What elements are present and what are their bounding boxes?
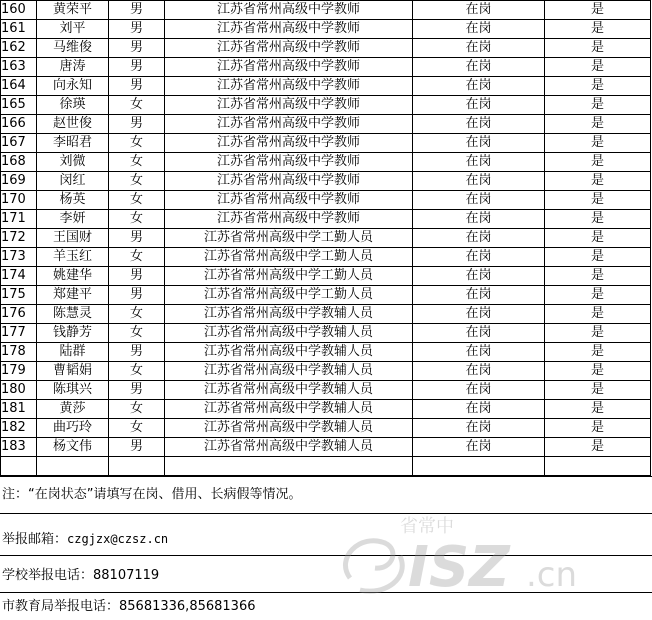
- row-number-cell: 164: [1, 77, 37, 96]
- table-row: [1, 229, 651, 248]
- gender-cell: 女: [109, 248, 165, 267]
- gender-cell: 女: [109, 400, 165, 419]
- gender-cell: 女: [109, 419, 165, 438]
- row-number-cell: 160: [1, 1, 37, 20]
- gender-cell: 女: [109, 324, 165, 343]
- gender-cell: 男: [109, 1, 165, 20]
- name-cell: 郑建平: [37, 286, 109, 305]
- status-cell: 在岗: [413, 20, 545, 39]
- row-number-cell: 180: [1, 381, 37, 400]
- table-row: [1, 381, 651, 400]
- position-cell: 江苏省常州高级中学教师: [165, 1, 413, 20]
- status-cell: 在岗: [413, 96, 545, 115]
- flag-cell: 是: [545, 343, 651, 362]
- position-cell: 江苏省常州高级中学工勤人员: [165, 267, 413, 286]
- table-row: [1, 400, 651, 419]
- name-cell: 杨英: [37, 191, 109, 210]
- row-number-cell: 163: [1, 58, 37, 77]
- position-cell: 江苏省常州高级中学教师: [165, 153, 413, 172]
- email-value: czgjzx@czsz.cn: [67, 532, 169, 546]
- watermark-suffix-text: .cn: [526, 555, 578, 595]
- empty-cell: [1, 457, 37, 476]
- flag-cell: 是: [545, 248, 651, 267]
- empty-table-row: [1, 457, 651, 476]
- status-cell: 在岗: [413, 248, 545, 267]
- name-cell: 姚建华: [37, 267, 109, 286]
- flag-cell: 是: [545, 96, 651, 115]
- status-cell: 在岗: [413, 438, 545, 457]
- flag-cell: 是: [545, 400, 651, 419]
- status-cell: 在岗: [413, 77, 545, 96]
- email-label: 举报邮箱：: [2, 532, 68, 547]
- flag-cell: 是: [545, 286, 651, 305]
- position-cell: 江苏省常州高级中学工勤人员: [165, 286, 413, 305]
- status-cell: 在岗: [413, 362, 545, 381]
- name-cell: 羊玉红: [37, 248, 109, 267]
- gender-cell: 男: [109, 20, 165, 39]
- gender-cell: 女: [109, 210, 165, 229]
- name-cell: 李妍: [37, 210, 109, 229]
- position-cell: 江苏省常州高级中学教师: [165, 115, 413, 134]
- row-number-cell: 177: [1, 324, 37, 343]
- row-number-cell: 161: [1, 20, 37, 39]
- gender-cell: 男: [109, 115, 165, 134]
- row-number-cell: 183: [1, 438, 37, 457]
- row-number-cell: 165: [1, 96, 37, 115]
- flag-cell: 是: [545, 115, 651, 134]
- flag-cell: 是: [545, 362, 651, 381]
- name-cell: 黄荣平: [37, 1, 109, 20]
- flag-cell: 是: [545, 438, 651, 457]
- name-cell: 钱静芳: [37, 324, 109, 343]
- flag-cell: 是: [545, 39, 651, 58]
- row-number-cell: 182: [1, 419, 37, 438]
- table-row: [1, 153, 651, 172]
- table-row: [1, 191, 651, 210]
- name-cell: 王国财: [37, 229, 109, 248]
- status-cell: 在岗: [413, 400, 545, 419]
- status-cell: 在岗: [413, 172, 545, 191]
- gender-cell: 女: [109, 172, 165, 191]
- gender-cell: 男: [109, 77, 165, 96]
- status-cell: 在岗: [413, 191, 545, 210]
- table-row: [1, 210, 651, 229]
- position-cell: 江苏省常州高级中学教辅人员: [165, 381, 413, 400]
- position-cell: 江苏省常州高级中学教辅人员: [165, 400, 413, 419]
- table-row: [1, 343, 651, 362]
- row-number-cell: 181: [1, 400, 37, 419]
- empty-cell: [165, 457, 413, 476]
- flag-cell: 是: [545, 381, 651, 400]
- position-cell: 江苏省常州高级中学教师: [165, 210, 413, 229]
- empty-cell: [545, 457, 651, 476]
- table-row: [1, 438, 651, 457]
- status-cell: 在岗: [413, 134, 545, 153]
- position-cell: 江苏省常州高级中学教辅人员: [165, 362, 413, 381]
- table-row: [1, 419, 651, 438]
- table-row: [1, 324, 651, 343]
- gender-cell: 男: [109, 58, 165, 77]
- name-cell: 徐瑛: [37, 96, 109, 115]
- position-cell: 江苏省常州高级中学教师: [165, 77, 413, 96]
- position-cell: 江苏省常州高级中学教辅人员: [165, 324, 413, 343]
- row-number-cell: 173: [1, 248, 37, 267]
- gender-cell: 男: [109, 438, 165, 457]
- table-row: [1, 305, 651, 324]
- gender-cell: 男: [109, 286, 165, 305]
- row-number-cell: 169: [1, 172, 37, 191]
- gender-cell: 女: [109, 153, 165, 172]
- table-row: [1, 39, 651, 58]
- row-number-cell: 172: [1, 229, 37, 248]
- name-cell: 曲巧玲: [37, 419, 109, 438]
- row-number-cell: 168: [1, 153, 37, 172]
- flag-cell: 是: [545, 210, 651, 229]
- position-cell: 江苏省常州高级中学教师: [165, 20, 413, 39]
- name-cell: 马维俊: [37, 39, 109, 58]
- bureau-phone-line: [2, 598, 255, 616]
- gender-cell: 女: [109, 96, 165, 115]
- row-number-cell: 166: [1, 115, 37, 134]
- gender-cell: 女: [109, 305, 165, 324]
- status-cell: 在岗: [413, 267, 545, 286]
- sheet-divider: [0, 476, 652, 477]
- table-row: [1, 1, 651, 20]
- status-cell: 在岗: [413, 210, 545, 229]
- empty-cell: [37, 457, 109, 476]
- bureau-phone-value: 85681336,85681366: [119, 599, 256, 614]
- name-cell: 刘微: [37, 153, 109, 172]
- position-cell: 江苏省常州高级中学教辅人员: [165, 419, 413, 438]
- name-cell: 黄莎: [37, 400, 109, 419]
- row-number-cell: 170: [1, 191, 37, 210]
- position-cell: 江苏省常州高级中学教师: [165, 172, 413, 191]
- flag-cell: 是: [545, 172, 651, 191]
- empty-cell: [413, 457, 545, 476]
- gender-cell: 男: [109, 343, 165, 362]
- gender-cell: 女: [109, 134, 165, 153]
- status-cell: 在岗: [413, 381, 545, 400]
- flag-cell: 是: [545, 229, 651, 248]
- watermark-main-text: ISZ: [408, 535, 510, 600]
- empty-cell: [109, 457, 165, 476]
- gender-cell: 女: [109, 191, 165, 210]
- name-cell: 曹韬娟: [37, 362, 109, 381]
- school-phone-label: 学校举报电话：: [2, 568, 94, 583]
- table-row: [1, 134, 651, 153]
- position-cell: 江苏省常州高级中学教师: [165, 39, 413, 58]
- flag-cell: 是: [545, 153, 651, 172]
- position-cell: 江苏省常州高级中学教辅人员: [165, 438, 413, 457]
- row-number-cell: 171: [1, 210, 37, 229]
- site-watermark-logo: [330, 508, 610, 600]
- status-cell: 在岗: [413, 419, 545, 438]
- table-row: [1, 286, 651, 305]
- flag-cell: 是: [545, 305, 651, 324]
- bureau-phone-label: 市教育局举报电话：: [2, 599, 120, 614]
- name-cell: 向永知: [37, 77, 109, 96]
- position-cell: 江苏省常州高级中学教师: [165, 191, 413, 210]
- row-number-cell: 176: [1, 305, 37, 324]
- flag-cell: 是: [545, 20, 651, 39]
- row-number-cell: 167: [1, 134, 37, 153]
- gender-cell: 男: [109, 229, 165, 248]
- gender-cell: 男: [109, 381, 165, 400]
- flag-cell: 是: [545, 324, 651, 343]
- flag-cell: 是: [545, 58, 651, 77]
- name-cell: 刘平: [37, 20, 109, 39]
- status-cell: 在岗: [413, 1, 545, 20]
- table-row: [1, 172, 651, 191]
- status-cell: 在岗: [413, 115, 545, 134]
- position-cell: 江苏省常州高级中学工勤人员: [165, 229, 413, 248]
- status-cell: 在岗: [413, 153, 545, 172]
- table-row: [1, 58, 651, 77]
- status-cell: 在岗: [413, 229, 545, 248]
- gender-cell: 男: [109, 267, 165, 286]
- table-row: [1, 115, 651, 134]
- row-number-cell: 162: [1, 39, 37, 58]
- flag-cell: 是: [545, 191, 651, 210]
- remark-note: 注：“在岗状态”请填写在岗、借用、长病假等情况。: [2, 487, 302, 502]
- status-cell: 在岗: [413, 305, 545, 324]
- flag-cell: 是: [545, 267, 651, 286]
- flag-cell: 是: [545, 134, 651, 153]
- position-cell: 江苏省常州高级中学教师: [165, 58, 413, 77]
- gender-cell: 男: [109, 39, 165, 58]
- table-row: [1, 96, 651, 115]
- email-line: [2, 530, 168, 549]
- row-number-cell: 175: [1, 286, 37, 305]
- status-cell: 在岗: [413, 286, 545, 305]
- position-cell: 江苏省常州高级中学教师: [165, 134, 413, 153]
- status-cell: 在岗: [413, 58, 545, 77]
- name-cell: 杨文伟: [37, 438, 109, 457]
- staff-table-body: [1, 1, 651, 476]
- name-cell: 闵红: [37, 172, 109, 191]
- table-row: [1, 362, 651, 381]
- name-cell: 赵世俊: [37, 115, 109, 134]
- position-cell: 江苏省常州高级中学教辅人员: [165, 305, 413, 324]
- row-number-cell: 174: [1, 267, 37, 286]
- name-cell: 李昭君: [37, 134, 109, 153]
- status-cell: 在岗: [413, 39, 545, 58]
- school-phone-line: [2, 567, 159, 585]
- watermark-swirl-icon: [345, 541, 402, 591]
- watermark-top-text: 省常中: [400, 516, 454, 537]
- school-phone-value: 88107119: [93, 568, 160, 583]
- position-cell: 江苏省常州高级中学教师: [165, 96, 413, 115]
- name-cell: 陈慧灵: [37, 305, 109, 324]
- name-cell: 陆群: [37, 343, 109, 362]
- row-number-cell: 179: [1, 362, 37, 381]
- table-row: [1, 77, 651, 96]
- row-number-cell: 178: [1, 343, 37, 362]
- name-cell: 唐涛: [37, 58, 109, 77]
- table-row: [1, 267, 651, 286]
- gender-cell: 女: [109, 362, 165, 381]
- table-row: [1, 248, 651, 267]
- status-cell: 在岗: [413, 324, 545, 343]
- table-row: [1, 20, 651, 39]
- flag-cell: 是: [545, 77, 651, 96]
- flag-cell: 是: [545, 419, 651, 438]
- name-cell: 陈琪兴: [37, 381, 109, 400]
- status-cell: 在岗: [413, 343, 545, 362]
- position-cell: 江苏省常州高级中学教辅人员: [165, 343, 413, 362]
- flag-cell: 是: [545, 1, 651, 20]
- position-cell: 江苏省常州高级中学工勤人员: [165, 248, 413, 267]
